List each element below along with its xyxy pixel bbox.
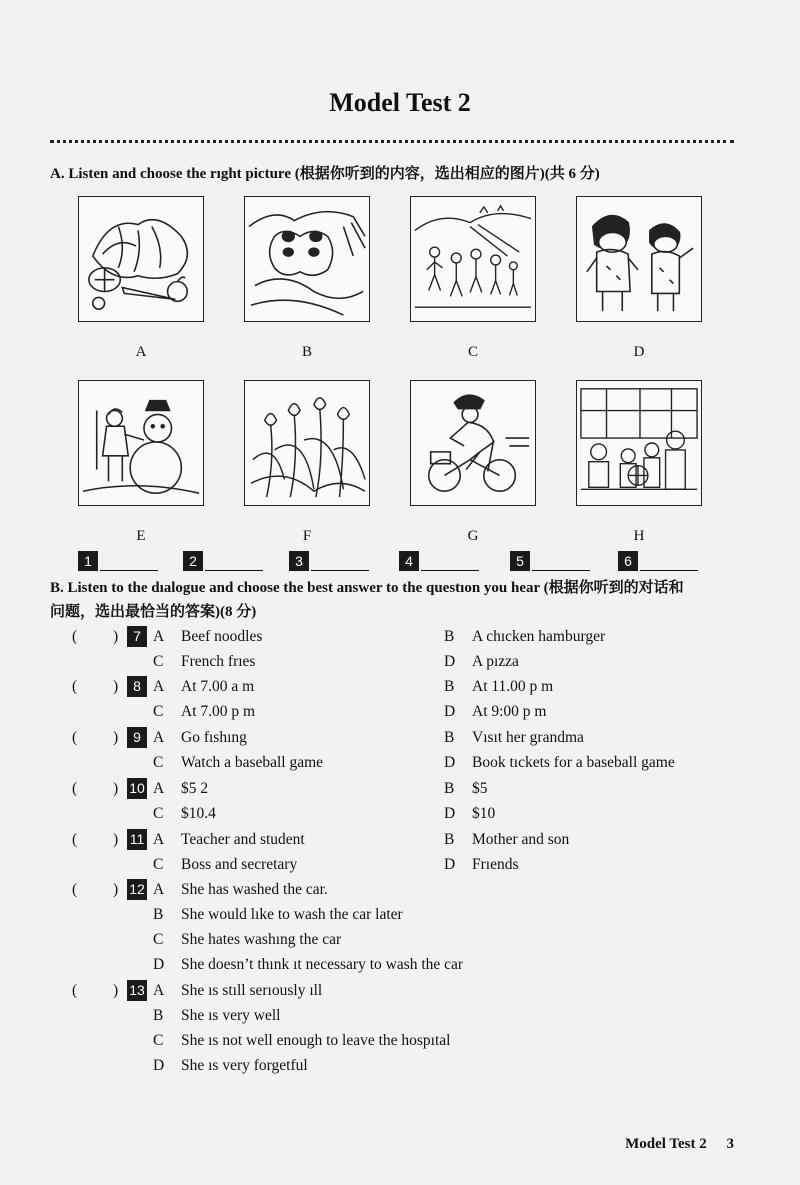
option-text: She ıs stıll serıously ıll (181, 982, 323, 999)
option-letter: A (153, 982, 165, 999)
option-letter: C (153, 931, 164, 948)
option-text: She hates washıng the car (181, 931, 342, 948)
answer-number-1: 1 (78, 551, 98, 571)
section-b-heading: B. Listen to the dıalogue and choose the best answer to the questıon you hear (根据你听到的对话和 (50, 580, 684, 596)
picture-a (78, 196, 204, 322)
question-row (0, 1053, 800, 1078)
answer-blank-3[interactable] (311, 570, 369, 571)
option-text: At 11.00 p m (472, 678, 554, 695)
answer-number-5: 5 (510, 551, 530, 571)
answer-blank-1[interactable] (100, 570, 158, 571)
title-divider (50, 140, 734, 143)
picture-d (576, 196, 702, 322)
option-letter: B (444, 831, 455, 848)
option-letter: A (153, 678, 165, 695)
option-letter: C (153, 856, 164, 873)
option-letter: B (444, 729, 455, 746)
picture-c (410, 196, 536, 322)
question-row (0, 725, 800, 750)
footer-label: Model Test 2 (625, 1136, 707, 1152)
option-text: Beef noodles (181, 628, 263, 645)
question-number: 12 (127, 879, 147, 900)
picture-label-c: C (467, 344, 478, 360)
answer-paren-close[interactable]: ) (113, 982, 119, 999)
question-number: 8 (127, 676, 147, 697)
answer-paren-open[interactable]: ( (72, 881, 78, 898)
option-text: Book tıckets for a baseball game (472, 754, 675, 771)
option-letter: B (153, 1007, 164, 1024)
picture-label-e: E (136, 528, 146, 544)
answer-blank-5[interactable] (532, 570, 590, 571)
option-letter: C (153, 805, 164, 822)
option-text: $10 (472, 805, 496, 822)
option-text: Vısıt her grandma (472, 729, 584, 746)
answer-blank-4[interactable] (421, 570, 479, 571)
question-row (0, 674, 800, 699)
option-text: Frıends (472, 856, 519, 873)
answer-paren-close[interactable]: ) (113, 780, 119, 797)
option-letter: D (153, 1057, 165, 1074)
question-row (0, 952, 800, 977)
answer-paren-open[interactable]: ( (72, 678, 78, 695)
answer-paren-close[interactable]: ) (113, 881, 119, 898)
answer-number-6: 6 (618, 551, 638, 571)
option-text: Mother and son (472, 831, 570, 848)
question-number: 9 (127, 727, 147, 748)
option-text: Teacher and student (181, 831, 305, 848)
option-text: At 7.00 p m (181, 703, 256, 720)
great-wall-crowd-icon (411, 197, 535, 321)
option-text: $5 (472, 780, 488, 797)
option-letter: A (153, 729, 165, 746)
answer-paren-open[interactable]: ( (72, 780, 78, 797)
picture-label-d: D (633, 344, 645, 360)
page-title: Model Test 2 (329, 88, 471, 117)
option-letter: B (444, 628, 455, 645)
page-footer (609, 1136, 734, 1153)
option-text: At 9:00 p m (472, 703, 547, 720)
cartoon-cavemen-icon (577, 197, 701, 321)
question-number: 7 (127, 626, 147, 647)
snowman-icon (79, 381, 203, 505)
answer-blank-2[interactable] (205, 570, 263, 571)
question-row (0, 750, 800, 775)
pandas-icon (245, 197, 369, 321)
option-letter: B (444, 780, 455, 797)
option-text: Boss and secretary (181, 856, 298, 873)
section-b-heading-line2: 问题，选出最恰当的答案)(8 分) (50, 604, 257, 620)
answer-blank-6[interactable] (640, 570, 698, 571)
option-text: She ıs not well enough to leave the hospıtal (181, 1032, 451, 1049)
answer-paren-open[interactable]: ( (72, 982, 78, 999)
answer-paren-open[interactable]: ( (72, 831, 78, 848)
picture-label-h: H (633, 528, 645, 544)
option-letter: A (153, 881, 165, 898)
question-row (0, 978, 800, 1003)
cyclist-icon (411, 381, 535, 505)
option-letter: A (153, 831, 165, 848)
option-letter: D (444, 805, 456, 822)
option-letter: C (153, 653, 164, 670)
page-number: 3 (726, 1136, 734, 1152)
question-row (0, 776, 800, 801)
answer-paren-close[interactable]: ) (113, 678, 119, 695)
option-text: French frıes (181, 653, 256, 670)
question-row (0, 801, 800, 826)
option-letter: C (153, 754, 164, 771)
option-letter: D (444, 703, 456, 720)
picture-f (244, 380, 370, 506)
picture-label-b: B (301, 344, 312, 360)
question-row (0, 927, 800, 952)
picture-label-a: A (135, 344, 147, 360)
picture-grid (78, 196, 708, 552)
option-letter: D (444, 754, 456, 771)
option-text: A chıcken hamburger (472, 628, 606, 645)
question-row (0, 902, 800, 927)
answer-number-4: 4 (399, 551, 419, 571)
option-text: Watch a baseball game (181, 754, 324, 771)
option-letter: B (153, 906, 164, 923)
answer-paren-open[interactable]: ( (72, 628, 78, 645)
option-letter: D (444, 653, 456, 670)
question-number: 13 (127, 980, 147, 1001)
option-letter: D (153, 956, 165, 973)
question-row (0, 1003, 800, 1028)
question-number: 11 (127, 829, 147, 850)
answer-number-2: 2 (183, 551, 203, 571)
option-text: A pızza (472, 653, 519, 670)
picture-h (576, 380, 702, 506)
answer-paren-open[interactable]: ( (72, 729, 78, 746)
question-row (0, 649, 800, 674)
option-text: $10.4 (181, 805, 216, 822)
option-text: $5 2 (181, 780, 209, 797)
option-text: She ıs very well (181, 1007, 281, 1024)
option-text: At 7.00 a m (181, 678, 255, 695)
option-text: Go fıshıng (181, 729, 247, 746)
question-row (0, 624, 800, 649)
picture-label-f: F (302, 528, 312, 544)
question-row (0, 877, 800, 902)
picture-e (78, 380, 204, 506)
question-row (0, 852, 800, 877)
section-a-heading: A. Listen and choose the rıght picture (根据你听到的内容，选出相应的图片)(共 6 分) (50, 166, 600, 182)
classroom-icon (577, 381, 701, 505)
picture-label-g: G (467, 528, 479, 544)
option-text: She ıs very forgetful (181, 1057, 308, 1074)
answer-paren-close[interactable]: ) (113, 831, 119, 848)
picture-b (244, 196, 370, 322)
picture-g (410, 380, 536, 506)
question-row (0, 699, 800, 724)
question-row (0, 1028, 800, 1053)
option-text: She has washed the car. (181, 881, 328, 898)
answer-paren-close[interactable]: ) (113, 729, 119, 746)
answer-row (78, 551, 718, 573)
option-letter: A (153, 780, 165, 797)
option-letter: C (153, 1032, 164, 1049)
question-row (0, 827, 800, 852)
option-letter: A (153, 628, 165, 645)
answer-paren-close[interactable]: ) (113, 628, 119, 645)
option-letter: C (153, 703, 164, 720)
option-text: She doesn’t thınk ıt necessary to wash the car (181, 956, 464, 973)
option-text: She would lıke to wash the car later (181, 906, 403, 923)
option-letter: B (444, 678, 455, 695)
tulips-icon (245, 381, 369, 505)
question-number: 10 (127, 778, 147, 799)
answer-number-3: 3 (289, 551, 309, 571)
option-letter: D (444, 856, 456, 873)
vegetables-icon (79, 197, 203, 321)
